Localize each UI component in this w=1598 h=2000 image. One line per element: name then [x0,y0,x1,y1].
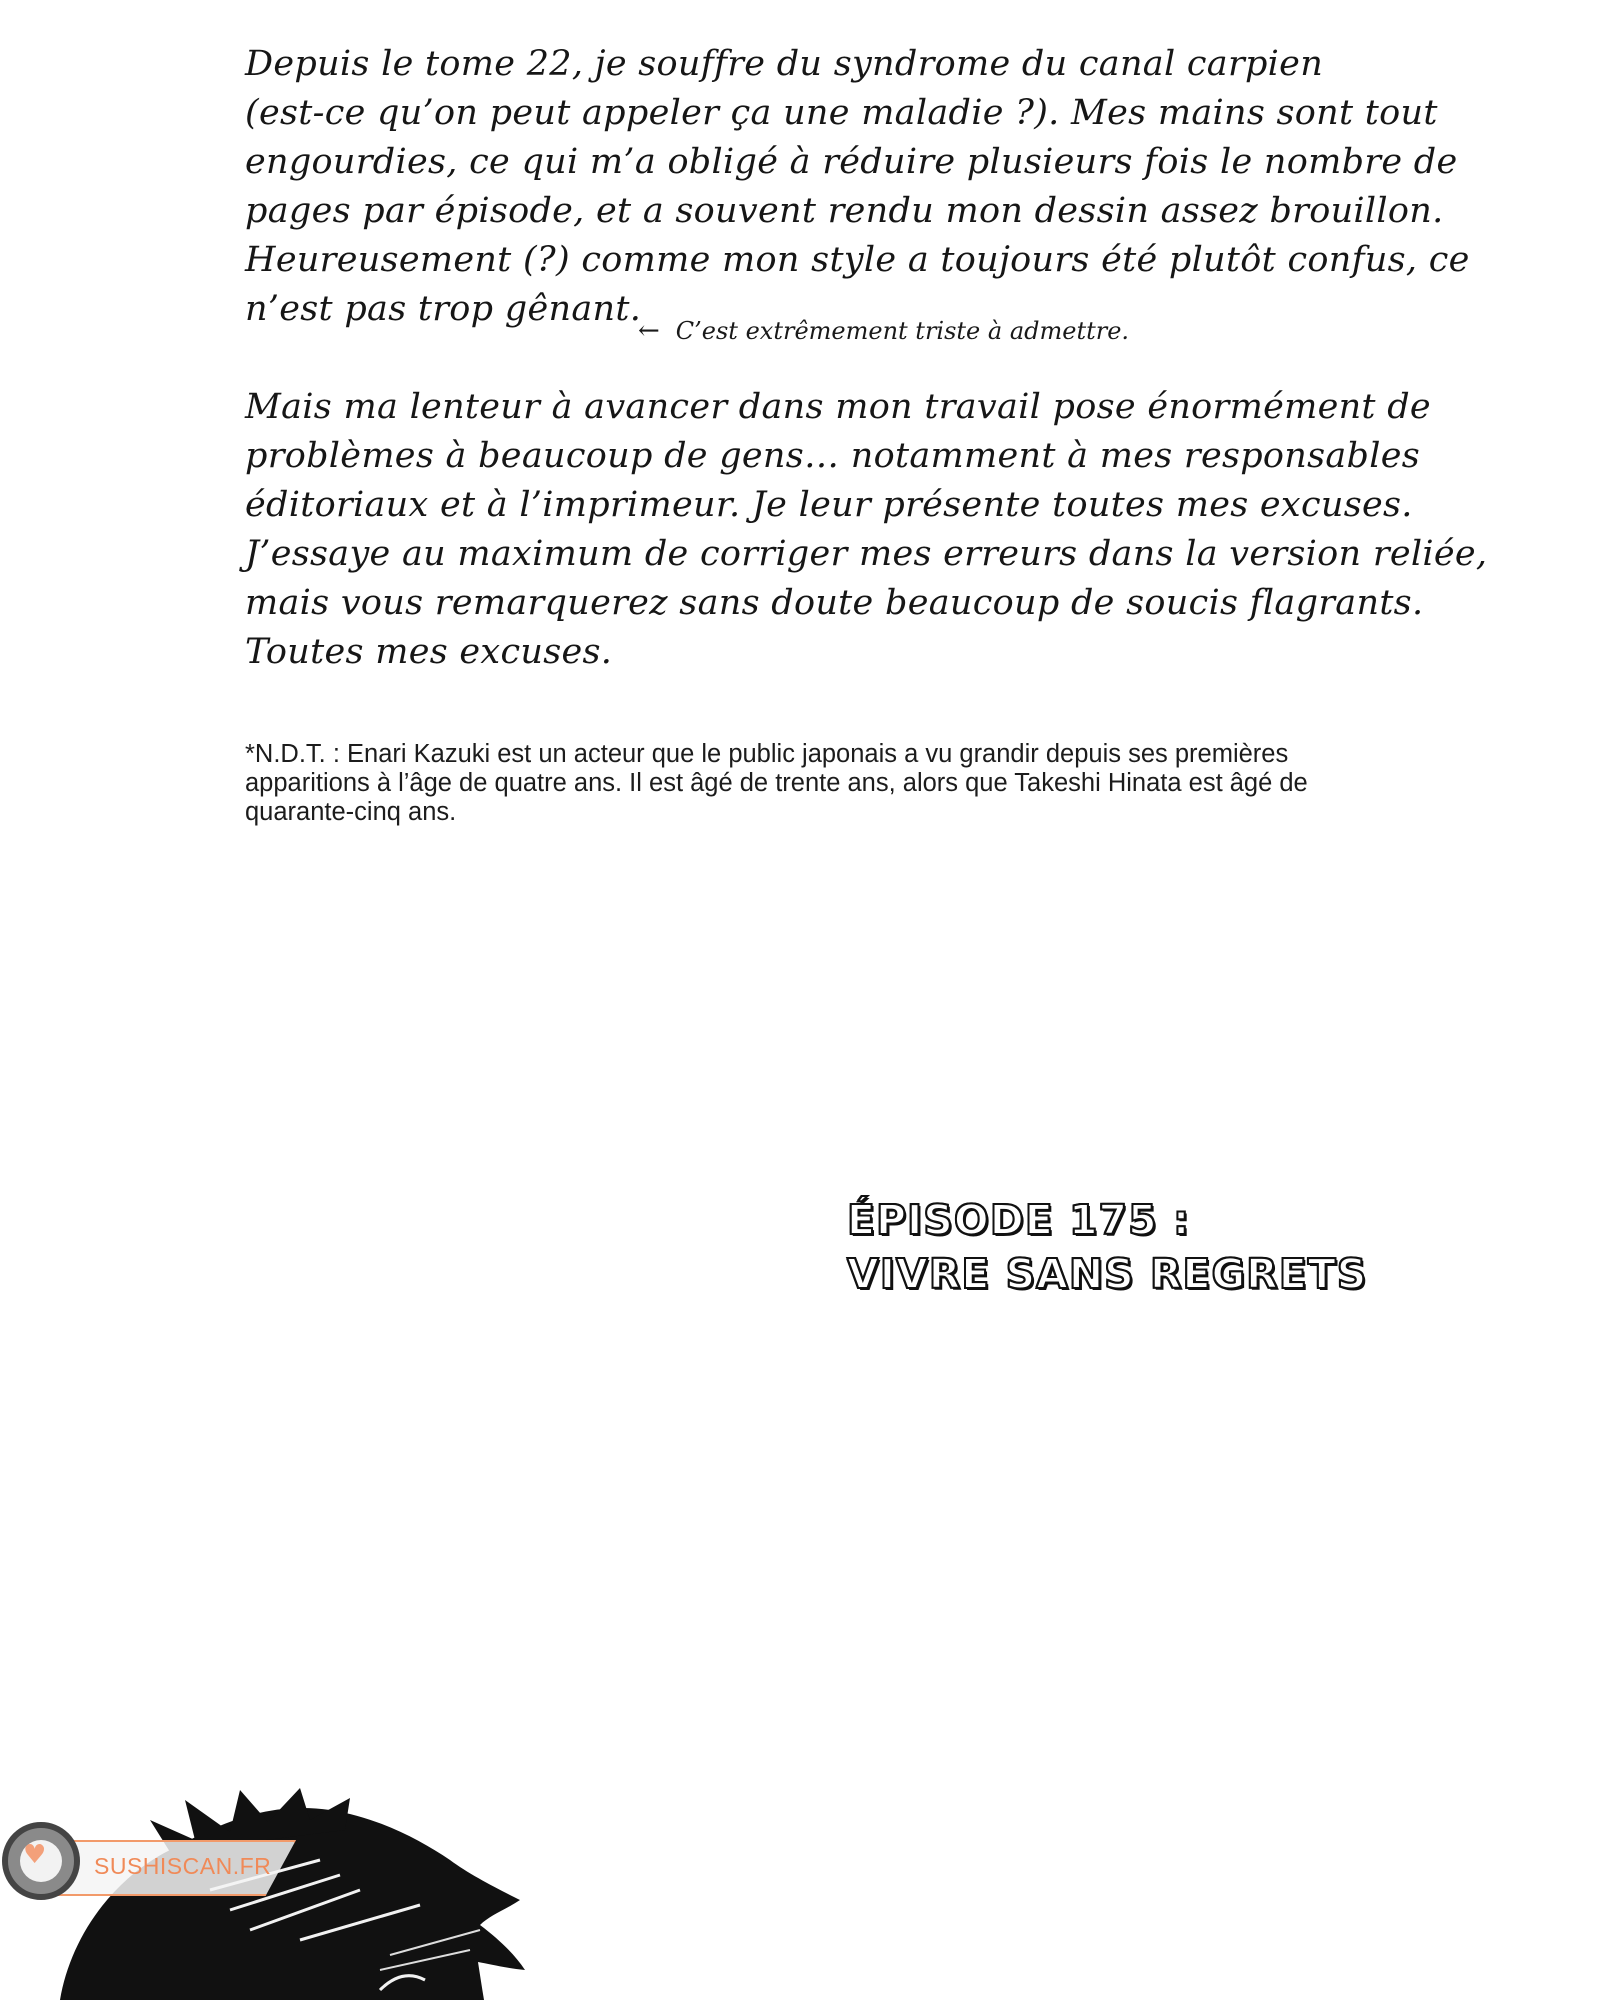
paragraph-line: éditoriaux et à l’imprimeur. Je leur présente toutes mes excuses. [245,485,1413,525]
paragraph-line: Toutes mes excuses. [245,632,613,672]
paragraph-line: Mais ma lenteur à avancer dans mon travail pose énormément de [245,387,1431,427]
paragraph-line: problèmes à beaucoup de gens… notamment à mes responsables [245,436,1421,476]
paragraph-line: Depuis le tome 22, je souffre du syndrome du canal carpien [245,44,1324,84]
paragraph-line: engourdies, ce qui m’a obligé à réduire plusieurs fois le nombre de [245,142,1458,182]
aside-note [638,316,1129,346]
paragraph-line: pages par épisode, et a souvent rendu mon dessin assez brouillon. [245,191,1444,231]
watermark [2,1822,302,1912]
paragraph-line: Heureusement (?) comme mon style a toujours été plutôt confus, ce [245,240,1470,280]
paragraph-line: n’est pas trop gênant. [245,289,642,329]
paragraph-line: (est-ce qu’on peut appeler ça une maladie ?). Mes mains sont tout [245,93,1438,133]
episode-number: ÉPISODE 175 : [847,1196,1191,1244]
watermark-text: SUSHISCAN.FR [94,1853,272,1879]
arrow-left-icon: ← [638,316,660,346]
paragraph-line: J’essaye au maximum de corriger mes erreurs dans la version reliée, [245,534,1488,574]
episode-subtitle: VIVRE SANS REGRETS [847,1250,1368,1298]
heart-icon: ♥ [23,1840,47,1870]
translator-note: *N.D.T. : Enari Kazuki est un acteur que le public japonais a vu grandir depuis ses premières apparitions à l’âge de quatre ans. Il est âgé de trente ans, alors que Takeshi Hinata est âgé de quarante-cinq ans. [245,740,1308,826]
afterword-paragraph-2 [245,383,1488,677]
aside-note-text: C’est extrêmement triste à admettre. [675,317,1130,345]
episode-title [847,1193,1367,1301]
paragraph-line: mais vous remarquerez sans doute beaucoup de soucis flagrants. [245,583,1424,623]
afterword-paragraph-1 [245,40,1470,334]
